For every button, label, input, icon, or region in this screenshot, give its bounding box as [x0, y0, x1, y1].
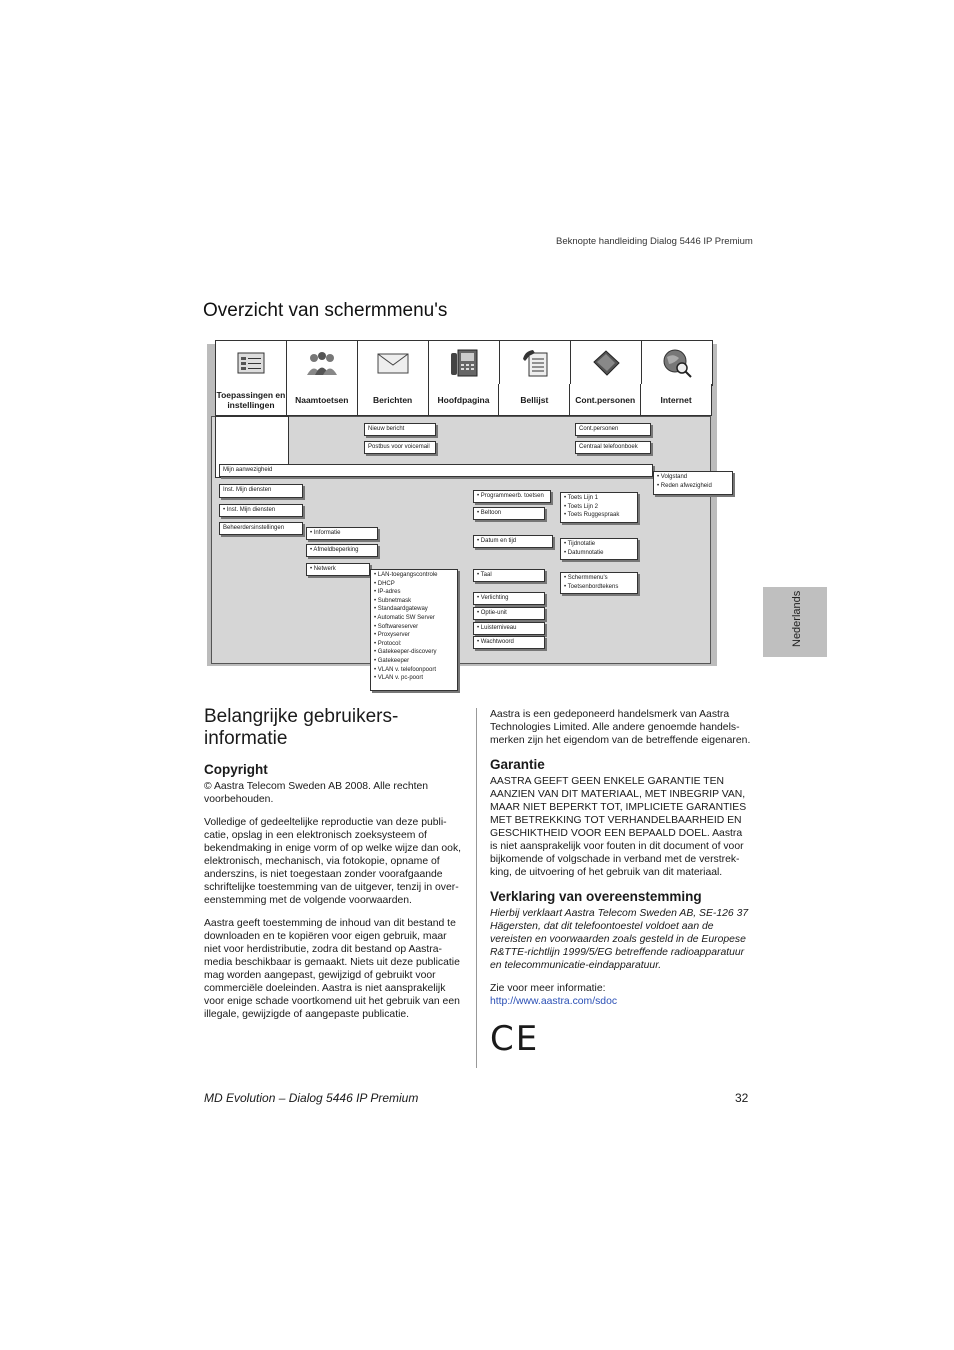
- network-item[interactable]: • Softwareserver: [374, 623, 419, 630]
- menu-item-centraal-telefoonboek[interactable]: Centraal telefoonboek: [575, 441, 651, 454]
- menu-item-netwerk[interactable]: • Netwerk: [306, 563, 370, 576]
- menu-item-programmeerbare-toetsen[interactable]: • Programmeerb. toetsen: [473, 490, 551, 503]
- time-submenu: [560, 538, 638, 560]
- menu-item-reden-afwezigheid[interactable]: • Reden afwezigheid: [657, 482, 712, 489]
- reproduction-text: Volledige of gedeeltelijke reproductie van deze publi-catie, opslag in een elektronisch zoeksysteem of bekendmaking in enige vorm of op welke wijze dan ook, elektronisch, mechanisch, via fotokopie, opname of anderszins, is niet toegestaan zonder voorafgaande schriftelijke toestemming van de uitgever, tenzij in over-eenstemming met de volgende voorwaarden.: [204, 817, 462, 906]
- verklaring-text: Hierbij verklaart Aastra Telecom Sweden AB, SE-126 37 Hägersten, dat dit telefoontoestel voldoet aan de vereisten en voorwaarden zoals gesteld in de Europese R&TTE-richtlijn 1999/5/EG betreffende radioapparatuur en telecommunicatie-eindapparatuur.: [490, 908, 749, 971]
- menu-item-beltoon[interactable]: • Beltoon: [473, 507, 545, 520]
- network-item[interactable]: • VLAN v. pc-poort: [374, 675, 424, 682]
- sdoc-link[interactable]: http://www.aastra.com/sdoc: [490, 996, 618, 1007]
- menu-item-informatie[interactable]: • Informatie: [306, 527, 378, 540]
- running-header: Beknopte handleiding Dialog 5446 IP Premium: [556, 236, 753, 247]
- menu-item-inst-mijn-diensten[interactable]: Inst. Mijn diensten: [219, 484, 303, 498]
- network-item[interactable]: • Automatic SW Server: [374, 614, 435, 621]
- menu-item-postbus[interactable]: Postbus voor voicemail: [364, 441, 436, 454]
- network-item[interactable]: • VLAN v. telefoonpoort: [374, 666, 437, 673]
- more-info-label: Zie voor meer informatie:: [490, 983, 606, 994]
- time-item[interactable]: • Tijdnotatie: [564, 541, 596, 547]
- tab-berichten[interactable]: Berichten: [358, 384, 429, 416]
- tab-naamtoetsen[interactable]: Naamtoetsen: [287, 384, 358, 416]
- network-item[interactable]: • IP-adres: [374, 589, 401, 596]
- column-divider: [476, 708, 477, 1068]
- network-item[interactable]: • DHCP: [374, 580, 395, 587]
- copyright-heading: Copyright: [204, 762, 268, 777]
- menu-item-verlichting[interactable]: • Verlichting: [473, 592, 545, 605]
- network-item[interactable]: • Gatekeeper-discovery: [374, 649, 437, 656]
- tab-hoofdpagina[interactable]: Hoofdpagina: [429, 384, 500, 416]
- right-column: [490, 708, 752, 1059]
- menu-item-wachtwoord[interactable]: • Wachtwoord: [473, 636, 545, 649]
- address-book-icon[interactable]: [571, 341, 642, 385]
- menu-item-volgstand[interactable]: • Volgstand: [657, 474, 688, 480]
- menu-item-cont-personen[interactable]: Cont.personen: [575, 423, 651, 436]
- menu-item-taal[interactable]: • Taal: [473, 569, 545, 582]
- language-item[interactable]: • Schermmenu's: [564, 575, 608, 581]
- tab-internet[interactable]: Internet: [641, 384, 712, 416]
- menu-item-inst-mijn-diensten-sub[interactable]: • Inst. Mijn diensten: [219, 504, 303, 517]
- menu-overview-title: Overzicht van schermmenu's: [203, 300, 448, 321]
- network-item[interactable]: • Gatekeeper: [374, 657, 410, 664]
- garantie-text: AASTRA GEEFT GEEN ENKELE GARANTIE TEN AANZIEN VAN DIT MATERIAAL, MET INBEGRIP VAN, MAAR NIET BEPERKT TOT, IMPLICIETE GARANTIES MET BETREKKING TOT VERHANDELBAARHEID EN GESCHIKTHEID VOOR EEN BEPAALD DOEL. Aastra is niet aansprakelijk voor fouten in dit document of voor bijkomende of volgschade in verband met de verstrek-king, de uitvoering of het gebruik van dit materiaal.: [490, 776, 747, 878]
- language-side-tab: [763, 587, 827, 657]
- trademark-text: Aastra is een gedeponeerd handelsmerk van Aastra Technologies Limited. Alle andere genoemde handels-merken zijn het eigendom van de betreffende eigenaren.: [490, 709, 751, 746]
- envelope-icon[interactable]: [358, 341, 429, 385]
- menu-item-mijn-aanwezigheid[interactable]: Mijn aanwezigheid: [219, 464, 653, 477]
- menu-item-nieuw-bericht[interactable]: Nieuw bericht: [364, 423, 436, 436]
- presence-submenu: [653, 471, 733, 495]
- menu-item-optie-unit[interactable]: • Optie-unit: [473, 607, 545, 620]
- keys-submenu: [560, 492, 638, 523]
- garantie-heading: Garantie: [490, 757, 545, 772]
- menu-item-beheerdersinstellingen[interactable]: Beheerdersinstellingen: [219, 522, 303, 535]
- permission-text: Aastra geeft toestemming de inhoud van dit bestand te downloaden en te kopiëren voor eigen gebruik, maar niet voor herdistributie, zodra dit bestand op Aastra-media beschikbaar is gemaakt. Niets uit deze publicatie mag worden aangepast, gewijzigd of gebruikt voor commerciële doeleinden. Aastra is niet aansprakelijk voor enige schade voortkomend uit het gebruik van een illegale, gewijzigde of aangepaste publicatie.: [204, 918, 460, 1020]
- copyright-text: © Aastra Telecom Sweden AB 2008. Alle rechten voorbehouden.: [204, 781, 429, 805]
- menu-icon-row: [215, 340, 713, 386]
- menu-label-row: [215, 384, 712, 416]
- network-item[interactable]: • Standaardgateway: [374, 606, 428, 613]
- ce-mark-icon: CE: [490, 1019, 540, 1059]
- people-icon[interactable]: [287, 341, 358, 385]
- tab-cont-personen[interactable]: Cont.personen: [570, 384, 641, 416]
- key-item[interactable]: • Toets Ruggespraak: [564, 512, 620, 519]
- footer-title: MD Evolution – Dialog 5446 IP Premium: [204, 1091, 419, 1105]
- menu-item-datum-tijd[interactable]: • Datum en tijd: [473, 535, 553, 548]
- menu-item-luisterniveau[interactable]: • Luisterniveau: [473, 622, 545, 635]
- apps-settings-icon[interactable]: [216, 341, 287, 385]
- network-submenu: [370, 569, 458, 691]
- important-info-title: Belangrijke gebruikers-informatie: [204, 706, 399, 749]
- language-submenu: [560, 572, 638, 594]
- screen-menu-diagram: [203, 338, 723, 698]
- globe-icon[interactable]: [642, 341, 712, 385]
- network-item[interactable]: • Proxyserver: [374, 632, 410, 639]
- page-number: 32: [735, 1091, 749, 1105]
- tab-toepassingen[interactable]: Toepassingen en instellingen: [216, 384, 287, 416]
- tab-bellijst[interactable]: Bellijst: [499, 384, 570, 416]
- left-column: [204, 706, 466, 1031]
- key-item[interactable]: • Toets Lijn 2: [564, 503, 599, 510]
- call-list-icon[interactable]: [500, 341, 571, 385]
- network-item[interactable]: • Subnetmask: [374, 597, 412, 604]
- time-item[interactable]: • Datumnotatie: [564, 549, 604, 556]
- menu-item-afmeldbeperking[interactable]: • Afmeldbeperking: [306, 544, 378, 557]
- network-item[interactable]: • LAN-toegangscontrole: [374, 572, 438, 578]
- side-tab-label: Nederlands: [791, 590, 803, 647]
- phone-icon[interactable]: [429, 341, 500, 385]
- network-item[interactable]: • Protocol:: [374, 640, 402, 647]
- verklaring-heading: Verklaring van overeenstemming: [490, 889, 702, 904]
- key-item[interactable]: • Toets Lijn 1: [564, 495, 599, 501]
- language-item[interactable]: • Toetsenbordtekens: [564, 583, 619, 590]
